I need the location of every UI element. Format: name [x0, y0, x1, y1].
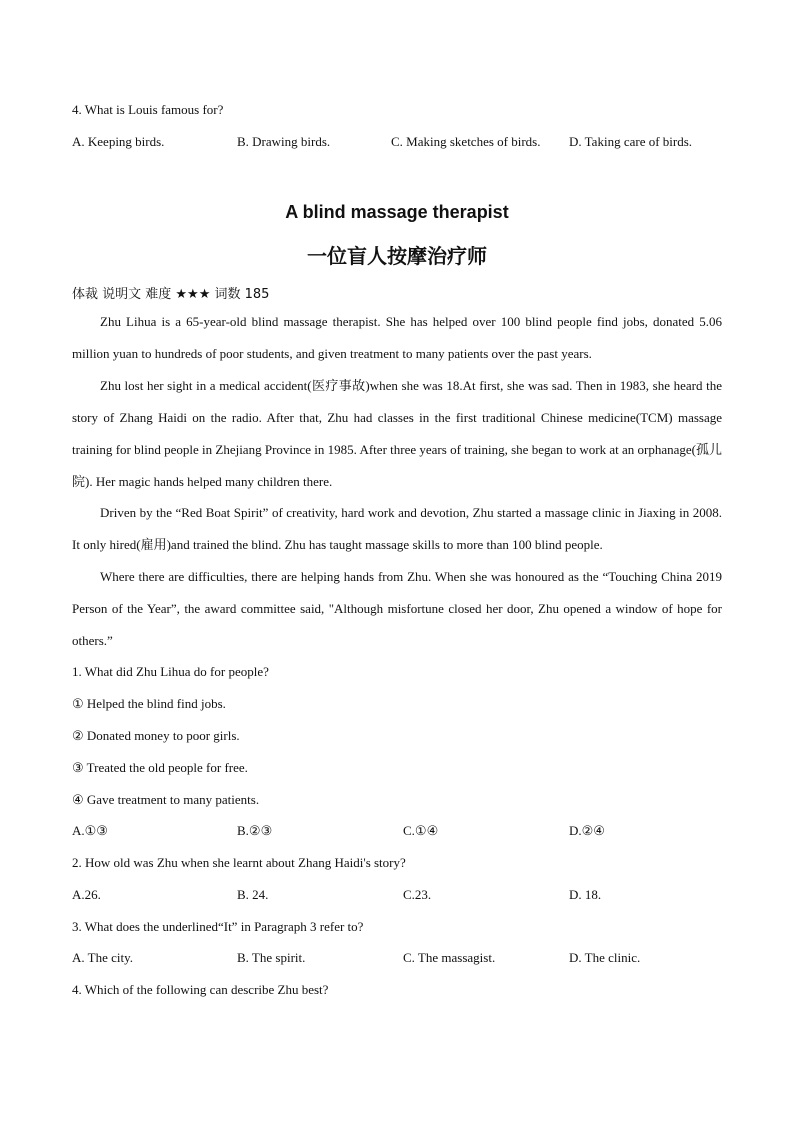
paragraph-4: Where there are difficulties, there are helping hands from Zhu. When she was honoured as the “Touching China 2019 Person of the Year”, the award committee said, "Although misfortune closed her door, Zhu opened a window of hope for others.” [72, 569, 722, 648]
statement-3: ③ Treated the old people for free. [72, 760, 248, 775]
option-d: D. Taking care of birds. [569, 134, 693, 149]
option-b: B. Drawing birds. [237, 134, 331, 149]
question-3-options [72, 950, 722, 966]
option-a: A.26. [72, 887, 101, 902]
question-1-options [72, 823, 722, 839]
option-b: B.②③ [237, 823, 273, 838]
question-2-stem: 2. How old was Zhu when she learnt about Zhang Haidi's story? [72, 855, 406, 870]
options-row [72, 134, 722, 150]
article-title-english: A blind massage therapist [285, 202, 509, 222]
article-title-chinese: 一位盲人按摩治疗师 [307, 244, 487, 268]
question-4-stem: 4. Which of the following can describe Zhu best? [72, 982, 329, 997]
option-d: D.②④ [569, 823, 605, 838]
option-a: A. The city. [72, 950, 134, 965]
option-d: D. The clinic. [569, 950, 641, 965]
option-a: A.①③ [72, 823, 108, 838]
paragraph-3: Driven by the “Red Boat Spirit” of creativity, hard work and devotion, Zhu started a massage clinic in Jiaxing in 2008. It only hired(雇用)and trained the blind. Zhu has taught massage skills to more than 100 blind people. [72, 505, 722, 552]
option-b: B. The spirit. [237, 950, 306, 965]
option-c: C.23. [403, 887, 432, 902]
option-c: C.①④ [403, 823, 439, 838]
statement-1: ① Helped the blind find jobs. [72, 696, 226, 711]
statement-4: ④ Gave treatment to many patients. [72, 792, 260, 807]
option-d: D. 18. [569, 887, 602, 902]
article-meta: 体裁 说明文 难度 ★★★ 词数 185 [72, 287, 270, 302]
option-b: B. 24. [237, 887, 269, 902]
statement-2: ② Donated money to poor girls. [72, 728, 240, 743]
question-2-options [72, 887, 722, 903]
option-a: A. Keeping birds. [72, 134, 165, 149]
question-3-stem: 3. What does the underlined“It” in Paragraph 3 refer to? [72, 919, 364, 934]
option-c: C. The massagist. [403, 950, 496, 965]
paragraph-2: Zhu lost her sight in a medical accident(医疗事故)when she was 18.At first, she was sad. Then in 1983, she heard the story of Zhang Haidi on the radio. After that, Zhu had classes in the first traditional Chinese medicine(TCM) massage training for blind people in Zhejiang Province in 1985. After three years of training, she began to work at an orphanage(孤儿院). Her magic hands helped many children there. [72, 378, 722, 489]
question-stem: 4. What is Louis famous for? [72, 102, 224, 117]
option-c: C. Making sketches of birds. [391, 134, 541, 149]
question-1-stem: 1. What did Zhu Lihua do for people? [72, 664, 269, 679]
paragraph-1: Zhu Lihua is a 65-year-old blind massage therapist. She has helped over 100 blind people find jobs, donated 5.06 million yuan to hundreds of poor students, and given treatment to many patients over the past years. [72, 314, 722, 361]
